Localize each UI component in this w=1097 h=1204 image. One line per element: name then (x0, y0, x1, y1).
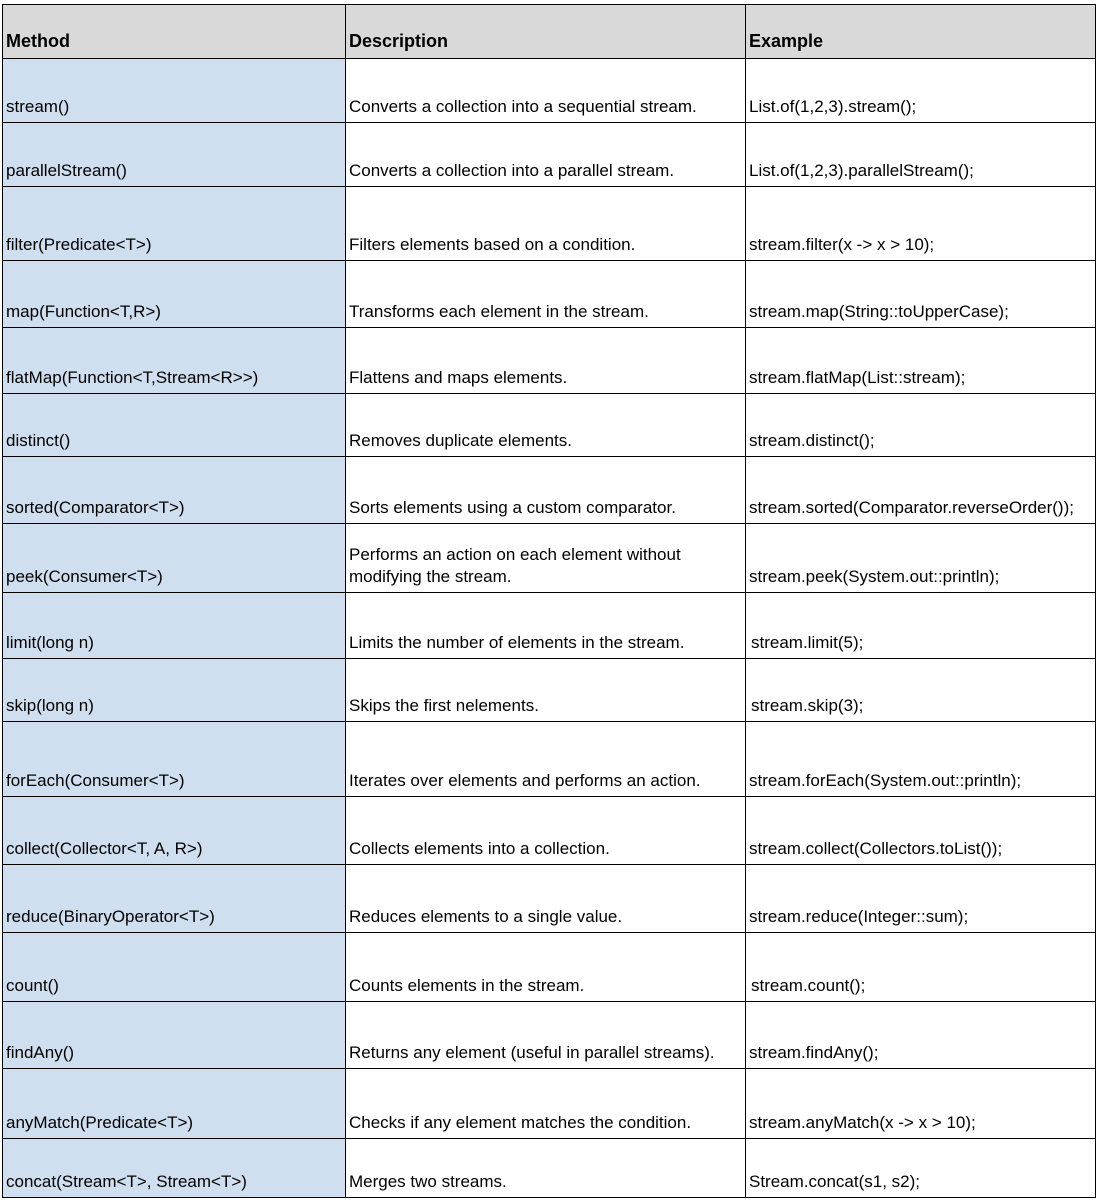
example-cell[interactable]: stream.flatMap(List::stream); (746, 328, 1096, 394)
description-cell[interactable]: Counts elements in the stream. (346, 933, 746, 1002)
table-row (3, 593, 1096, 659)
method-cell[interactable]: peek(Consumer<T>) (3, 524, 346, 593)
description-cell[interactable]: Returns any element (useful in parallel streams). (346, 1002, 746, 1069)
example-cell[interactable]: stream.anyMatch(x -> x > 10); (746, 1069, 1096, 1139)
method-cell[interactable]: concat(Stream<T>, Stream<T>) (3, 1139, 346, 1198)
description-cell[interactable]: Checks if any element matches the condition. (346, 1069, 746, 1139)
example-cell[interactable]: stream.filter(x -> x > 10); (746, 187, 1096, 261)
table-row (3, 797, 1096, 865)
method-cell[interactable]: count() (3, 933, 346, 1002)
description-cell[interactable]: Removes duplicate elements. (346, 394, 746, 457)
description-cell[interactable]: Transforms each element in the stream. (346, 261, 746, 328)
example-cell[interactable]: stream.limit(5); (746, 593, 1096, 659)
method-cell[interactable]: limit(long n) (3, 593, 346, 659)
table-row (3, 59, 1096, 123)
table-row (3, 722, 1096, 797)
description-cell[interactable]: Skips the first nelements. (346, 659, 746, 722)
method-cell[interactable]: stream() (3, 59, 346, 123)
table-row (3, 1139, 1096, 1198)
method-cell[interactable]: filter(Predicate<T>) (3, 187, 346, 261)
table-row (3, 187, 1096, 261)
table-row (3, 1002, 1096, 1069)
method-cell[interactable]: sorted(Comparator<T>) (3, 457, 346, 524)
method-cell[interactable]: distinct() (3, 394, 346, 457)
example-cell[interactable]: List.of(1,2,3).stream(); (746, 59, 1096, 123)
example-cell[interactable]: stream.count(); (746, 933, 1096, 1002)
header-method[interactable]: Method (3, 5, 346, 59)
description-cell[interactable]: Limits the number of elements in the stream. (346, 593, 746, 659)
method-cell[interactable]: flatMap(Function<T,Stream<R>>) (3, 328, 346, 394)
description-cell[interactable]: Filters elements based on a condition. (346, 187, 746, 261)
example-cell[interactable]: stream.map(String::toUpperCase); (746, 261, 1096, 328)
header-description[interactable]: Description (346, 5, 746, 59)
method-cell[interactable]: forEach(Consumer<T>) (3, 722, 346, 797)
example-cell[interactable]: stream.forEach(System.out::println); (746, 722, 1096, 797)
description-cell[interactable]: Performs an action on each element without modifying the stream. (346, 524, 746, 593)
table-row (3, 123, 1096, 187)
method-cell[interactable]: skip(long n) (3, 659, 346, 722)
header-row (3, 5, 1096, 59)
table-row (3, 524, 1096, 593)
table-row (3, 1069, 1096, 1139)
description-cell[interactable]: Merges two streams. (346, 1139, 746, 1198)
table-row (3, 457, 1096, 524)
table-row (3, 328, 1096, 394)
description-cell[interactable]: Converts a collection into a parallel stream. (346, 123, 746, 187)
header-example[interactable]: Example (746, 5, 1096, 59)
description-cell[interactable]: Sorts elements using a custom comparator. (346, 457, 746, 524)
example-cell[interactable]: stream.findAny(); (746, 1002, 1096, 1069)
method-cell[interactable]: reduce(BinaryOperator<T>) (3, 865, 346, 933)
method-cell[interactable]: findAny() (3, 1002, 346, 1069)
method-cell[interactable]: collect(Collector<T, A, R>) (3, 797, 346, 865)
example-cell[interactable]: stream.reduce(Integer::sum); (746, 865, 1096, 933)
description-cell[interactable]: Iterates over elements and performs an action. (346, 722, 746, 797)
method-cell[interactable]: map(Function<T,R>) (3, 261, 346, 328)
example-cell[interactable]: List.of(1,2,3).parallelStream(); (746, 123, 1096, 187)
stream-methods-sheet (0, 4, 1097, 1204)
example-cell[interactable]: stream.peek(System.out::println); (746, 524, 1096, 593)
table-row (3, 659, 1096, 722)
example-cell[interactable]: stream.skip(3); (746, 659, 1096, 722)
description-cell[interactable]: Collects elements into a collection. (346, 797, 746, 865)
example-cell[interactable]: stream.collect(Collectors.toList()); (746, 797, 1096, 865)
table-row (3, 933, 1096, 1002)
method-cell[interactable]: anyMatch(Predicate<T>) (3, 1069, 346, 1139)
stream-methods-table (2, 4, 1096, 1198)
table-row (3, 865, 1096, 933)
description-cell[interactable]: Flattens and maps elements. (346, 328, 746, 394)
description-cell[interactable]: Reduces elements to a single value. (346, 865, 746, 933)
table-row (3, 261, 1096, 328)
example-cell[interactable]: stream.distinct(); (746, 394, 1096, 457)
method-cell[interactable]: parallelStream() (3, 123, 346, 187)
example-cell[interactable]: stream.sorted(Comparator.reverseOrder()); (746, 457, 1096, 524)
table-row (3, 394, 1096, 457)
example-cell[interactable]: Stream.concat(s1, s2); (746, 1139, 1096, 1198)
description-cell[interactable]: Converts a collection into a sequential stream. (346, 59, 746, 123)
